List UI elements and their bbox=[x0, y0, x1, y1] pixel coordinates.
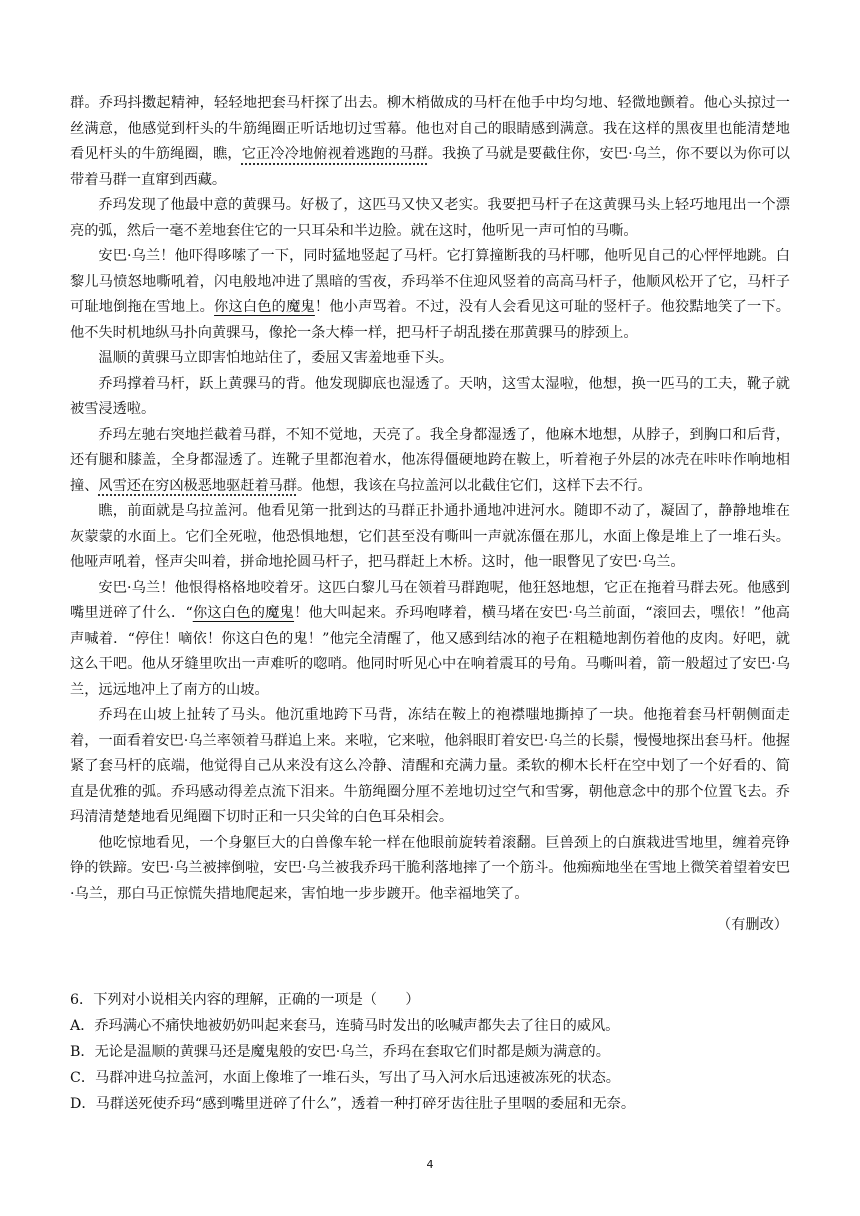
option-a[interactable]: A．乔玛满心不痛快地被奶奶叫起来套马，连骑马时发出的吆喊声都失去了往日的威风。 bbox=[70, 1018, 620, 1034]
underlined-phrase: 你这白色的魔鬼 bbox=[192, 605, 295, 621]
option-b[interactable]: B．无论是温顺的黄骒马还是魔鬼般的安巴·乌兰，乔玛在套取它们时都是颇为满意的。 bbox=[70, 1044, 610, 1060]
paragraph-1 bbox=[70, 91, 790, 193]
paragraph-7: 瞧，前面就是乌拉盖河。他看见第一批到达的马群正扑通扑通地冲进河水。随即不动了，凝固了，静静地堆在灰蒙蒙的水面上。它们全死啦，他恐惧地想，它们甚至没有嘶叫一声就冻僵在那儿，水面上像是堆上了一堆石头。他哑声吼着，怪声尖叫着，拼命地抡圆马杆子，把马群赶上木桥。这时，他一眼瞥见了安巴·乌兰。 bbox=[70, 503, 790, 570]
paragraph-text: ！他大叫起来。乔玛咆哮着，横马堵在安巴·乌兰前面，“滚回去，嘿依！”他高声喊着．“停住！嘀依！你这白色的鬼！”他完全清醒了，他又感到结冰的袍子在粗糙地割伤着他的皮肉。好吧，就这么干吧。他从牙缝里吹出一声难听的唿哨。他同时听见心中在响着震耳的号角。马嘶叫着，箭一般超过了安巴·乌兰，远远地冲上了南方的山坡。 bbox=[70, 605, 790, 698]
paragraph-text: ！他小声骂着。不过，没有人会看见这可耻的竖杆子。他狡黠地笑了一下。他不失时机地纵马扑向黄骒马，像抡一条大棒一样，把马杆子胡乱搂在那黄骒马的脖颈上。 bbox=[70, 299, 790, 341]
paragraph-text: 安巴·乌兰！他恨得格格地咬着牙。这匹白黎儿马在领着马群跑呢，他狂怒地想，它正在拖着马群去死。他感到嘴里迸碎了什么．“ bbox=[70, 579, 790, 621]
story-passage bbox=[70, 91, 790, 939]
paragraph-9: 乔玛在山坡上扯转了马头。他沉重地跨下马背，冻结在鞍上的袍襟嗤地撕掉了一块。他拖着套马杆朝侧面走着，一面看着安巴·乌兰率领着马群追上来。来啦，它来啦，他斜眼盯着安巴·乌兰的长鬃，慢慢地探出套马杆。他握紧了套马杆的底端，他觉得自己从来没有这么冷静、清醒和充满力量。柔软的柳木长杆在空中划了一个好看的、简直是优雅的弧。乔玛感动得差点流下泪来。牛筋绳圈分厘不差地切过空气和雪雾，朝他意念中的那个位置飞去。乔玛清清楚楚地看见绳圈下切时正和一只尖耸的白色耳朵相会。 bbox=[70, 707, 790, 825]
option-c[interactable]: C．马群冲进乌拉盖河，水面上像堆了一堆石头，写出了马入河水后迅速被冻死的状态。 bbox=[70, 1070, 620, 1086]
paragraph-text: 安巴·乌兰！他吓得哆嗦了一下，同时猛地竖起了马杆。它打算撞断我的马杆哪，他听见自己的心怦怦地跳。白黎儿马愤怒地嘶吼着，闪电般地冲进了黑暗的雪夜，乔玛举不住迎风竖着的高高马杆子，他顺风松开了它，马杆子可耻地倒拖在雪地上。 bbox=[70, 248, 790, 315]
page-number: 4 bbox=[426, 1158, 434, 1171]
dotted-emphasis: 风雪还在穷凶极恶地驱赶着马群 bbox=[98, 477, 298, 494]
paragraph-text: 。他想，我该在乌拉盖河以北截住它们，这样下去不行。 bbox=[297, 477, 652, 494]
paragraph-4: 温顺的黄骒马立即害怕地站住了，委屈又害羞地垂下头。 bbox=[98, 350, 454, 366]
paragraph-text: 。我换了马就是要截住你，安巴·乌兰，你不要以为你可以带着马群一直窜到西藏。 bbox=[70, 146, 790, 188]
dotted-emphasis: 它正冷冷地俯视着逃跑的马群 bbox=[241, 146, 428, 162]
question-stem: 6．下列对小说相关内容的理解，正确的一项是（ ） bbox=[70, 992, 420, 1008]
paragraph-10: 他吃惊地看见，一个身躯巨大的白兽像车轮一样在他眼前旋转着滚翻。巨兽颈上的白旗栽进雪地里，缠着亮铮铮的铁蹄。安巴·乌兰被摔倒啦，安巴·乌兰被我乔玛干脆利落地摔了一个筋斗。他痴痴地坐在雪地上微笑着望着安巴·乌兰，那白马正惊慌失措地爬起来，害怕地一步步踱开。他幸福地笑了。 bbox=[70, 834, 790, 902]
paragraph-3 bbox=[70, 244, 790, 346]
question-6 bbox=[70, 987, 790, 1117]
paragraph-6 bbox=[70, 423, 790, 500]
paragraph-2: 乔玛发现了他最中意的黄骒马。好极了，这匹马又快又老实。我要把马杆子在这黄骒马头上轻巧地甩出一个漂亮的弧，然后一毫不差地套住它的一只耳朵和半边脸。就在这时，他听见一声可怕的马嘶。 bbox=[70, 197, 790, 239]
paragraph-text: 群。乔玛抖擞起精神，轻轻地把套马杆探了出去。柳木梢做成的马杆在他手中均匀地、轻微地颤着。他心头掠过一丝满意，他感觉到杆头的牛筋绳圈正听话地切过雪幕。他也对自己的眼睛感到满意。我在这样的黑夜里也能清楚地看见杆头的牛筋绳圈，瞧， bbox=[70, 95, 790, 162]
paragraph-8 bbox=[70, 576, 790, 704]
option-d[interactable]: D．马群送死使乔玛“感到嘴里迸碎了什么”，透着一种打碎牙齿往肚子里咽的委屈和无奈。 bbox=[70, 1096, 636, 1112]
source-note: （有删改） bbox=[717, 917, 788, 933]
paragraph-5: 乔玛撑着马杆，跃上黄骒马的背。他发现脚底也湿透了。天呐，这雪太湿啦，他想，换一匹马的工夫，靴子就被雪浸透啦。 bbox=[70, 375, 790, 417]
underlined-phrase: 你这白色的魔鬼 bbox=[214, 299, 315, 315]
paragraph-text: 乔玛左驰右突地拦截着马群，不知不觉地，天亮了。我全身都湿透了，他麻木地想，从脖子，到胸口和后背，还有腿和膝盖，全身都湿透了。连靴子里都泡着水，他冻得僵硬地跨在鞍上，听着袍子外层的冰壳在咔咔作响地相撞、 bbox=[70, 426, 790, 494]
